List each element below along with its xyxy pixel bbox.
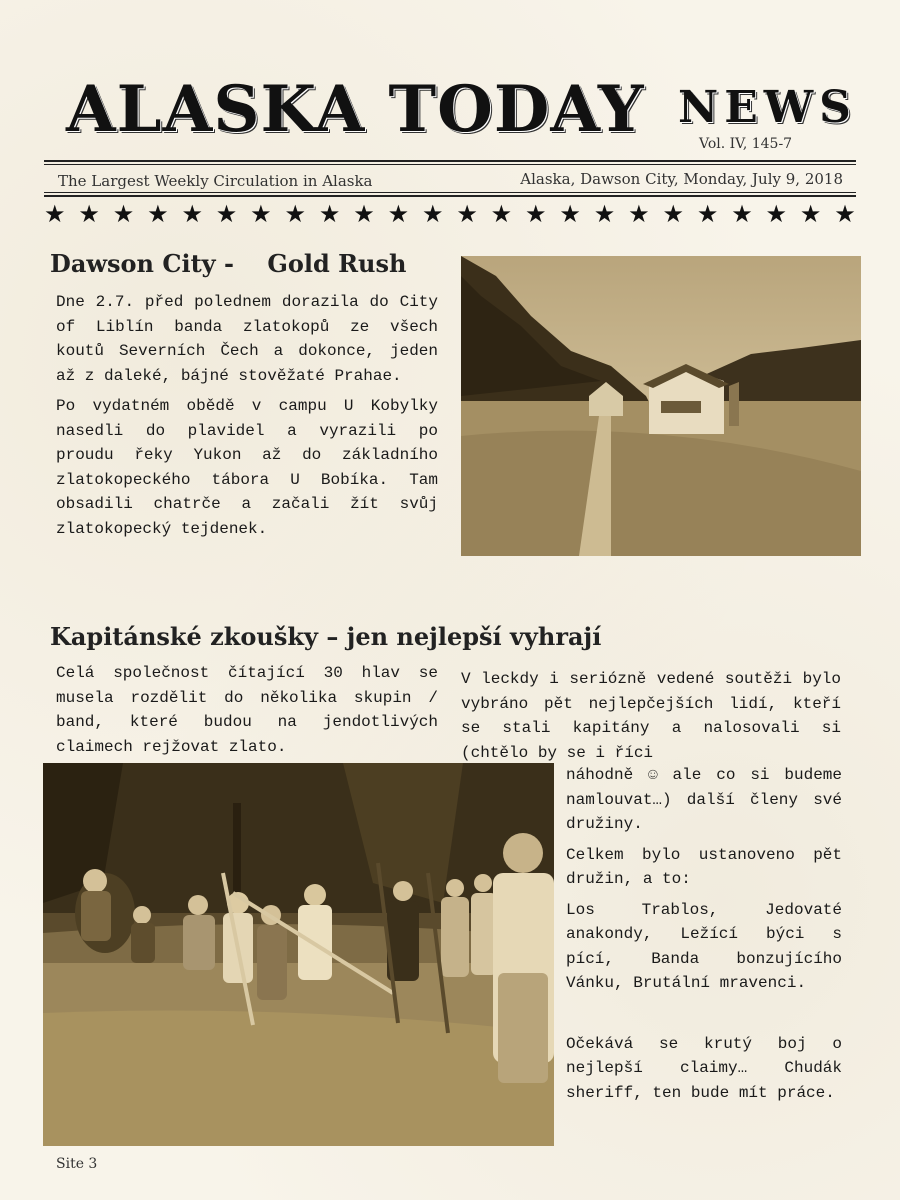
star-icon: ★ xyxy=(421,200,444,228)
star-icon: ★ xyxy=(559,200,581,228)
kids-activity-photo xyxy=(43,763,554,1146)
masthead-rule-top-thin xyxy=(44,164,856,165)
star-icon: ★ xyxy=(456,200,478,228)
article1-headline: Dawson City - Gold Rush xyxy=(50,249,407,278)
article2-right-continued-text: náhodně ☺ ale co si budeme namlouvat…) další členy své družiny. xyxy=(566,766,842,833)
star-icon: ★ xyxy=(181,200,203,228)
masthead-rule-top xyxy=(44,160,856,162)
star-icon: ★ xyxy=(284,200,307,228)
article2-right-paragraph-4: Očekává se krutý boj o nejlepší claimy… Chudák sheriff, ten bude mít práce. xyxy=(566,1034,842,1102)
star-icon: ★ xyxy=(318,200,341,228)
star-icon: ★ xyxy=(250,200,272,228)
star-icon: ★ xyxy=(78,200,100,228)
dateline: Alaska, Dawson City, Monday, July 9, 2018 xyxy=(520,170,843,188)
star-icon: ★ xyxy=(628,200,650,228)
star-divider xyxy=(44,202,856,226)
article1-body xyxy=(56,290,438,541)
star-icon: ★ xyxy=(662,200,684,228)
article1-paragraph-1: Dne 2.7. před polednem dorazila do City of Liblín banda zlatokopů ze všech koutů Severních Čech a dokonce, jeden až z daleké, bájné stověžaté Prahae. xyxy=(56,293,438,385)
star-icon: ★ xyxy=(593,200,616,228)
article2-right-paragraph-3: Los Trablos, Jedovaté anakondy, Ležící býci s pící, Banda bonzujícího Vánku, Brutální mravenci. xyxy=(566,900,842,992)
star-icon: ★ xyxy=(525,200,547,228)
star-icon: ★ xyxy=(696,200,719,228)
masthead-rule-bottom xyxy=(44,195,856,197)
camp-meadow-photo xyxy=(461,256,861,556)
masthead-rule-bottom-thin xyxy=(44,192,856,193)
star-icon: ★ xyxy=(353,200,375,228)
masthead-section: NEWS xyxy=(678,82,857,133)
article2-left-column: Celá společnost čítající 30 hlav se musela rozdělit do několika skupin / band, které budou na jendotlivých claimech rejžovat zlato. xyxy=(56,664,438,756)
article2-right-column-top: V leckdy i seriózně vedené soutěži bylo vybráno pět nejlepčejších lidí, kteří se stali kapitány a nalosovali si (chtělo by se i říci xyxy=(461,670,841,762)
article2-right-paragraph-2: Celkem bylo ustanoveno pět družin, a to: xyxy=(566,845,842,888)
star-icon: ★ xyxy=(765,200,788,228)
star-icon: ★ xyxy=(147,200,169,228)
star-icon: ★ xyxy=(490,200,513,228)
article1-paragraph-2: Po vydatném obědě v campu U Kobylky nasedli do plavidel a vyrazili po proudu řeky Yukon až do základního zlatokopeckého tábora U Bobíka. Tam obsadili chatrče a začali žít svůj zlatokopecký tejdenek. xyxy=(56,397,438,538)
star-icon: ★ xyxy=(112,200,135,228)
star-icon: ★ xyxy=(215,200,238,228)
masthead-title: ALASKA TODAY xyxy=(66,72,645,147)
star-icon: ★ xyxy=(799,200,822,228)
article2-headline: Kapitánské zkoušky – jen nejlepší vyhrají xyxy=(50,622,602,651)
volume-number: Vol. IV, 145-7 xyxy=(699,136,793,152)
star-icon: ★ xyxy=(387,200,410,228)
tagline: The Largest Weekly Circulation in Alaska xyxy=(58,172,373,190)
page-number: Site 3 xyxy=(56,1156,98,1172)
star-icon: ★ xyxy=(834,200,856,228)
star-icon: ★ xyxy=(44,200,66,228)
article2-right-column-continued xyxy=(566,763,842,1105)
star-icon: ★ xyxy=(731,200,753,228)
